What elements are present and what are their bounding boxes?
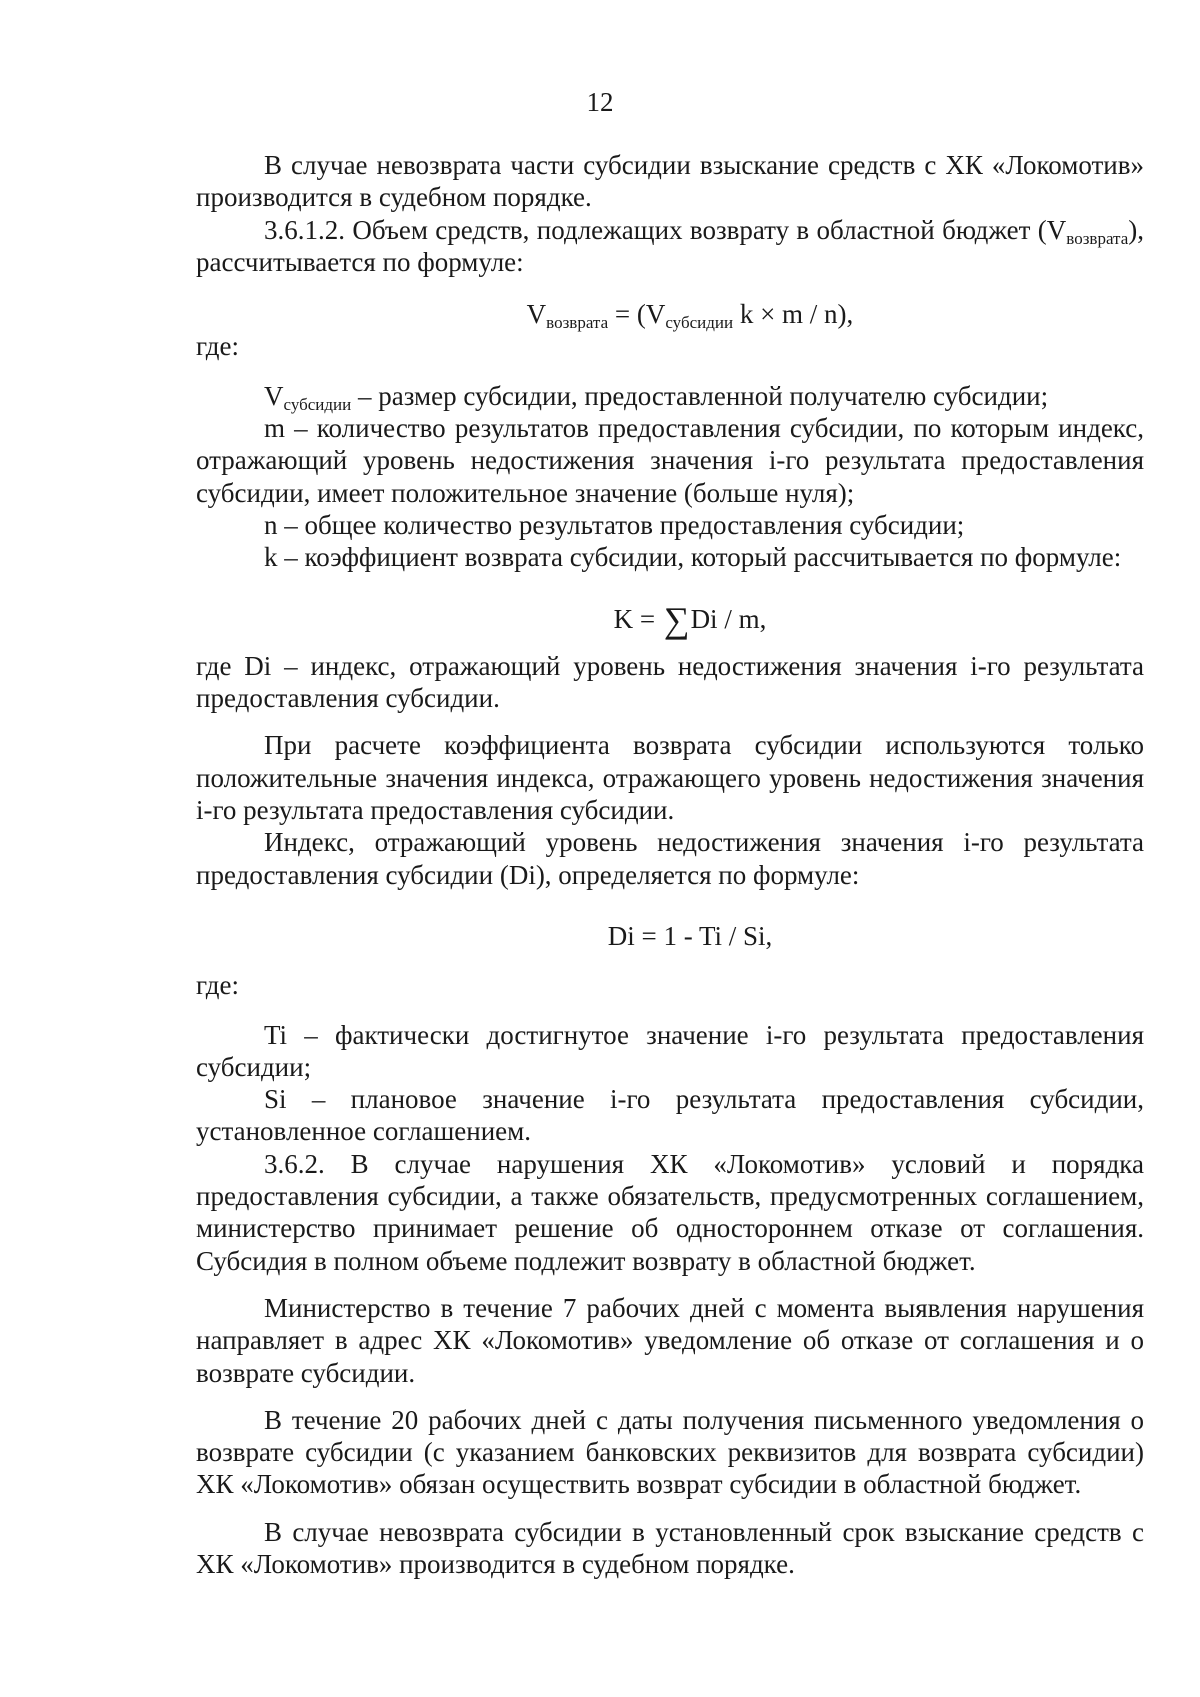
p2-text-end: ), рассчитывается по формуле: [196, 214, 1144, 277]
document-body [196, 149, 1144, 1580]
paragraph-nonreturn-part: В случае невозврата части субсидии взыскание средств с ХК «Локомотив» производится в судебном порядке. [196, 150, 1144, 213]
definition-n: n – общее количество результатов предоставления субсидии; [264, 509, 965, 540]
formula-v-return [196, 298, 1144, 333]
p2-text-start: 3.6.1.2. Объем средств, подлежащих возврату в областной бюджет (V [264, 214, 1067, 245]
where-label-2: где: [196, 970, 239, 1001]
formula2-lhs: K = [613, 603, 662, 634]
definition-m: m – количество результатов предоставления субсидии, по которым индекс, отражающий уровень недостижения значения i-го результата предоставления субсидии, имеет положительное значение (больше нуля); [196, 413, 1144, 508]
paragraph-nonreturn-full: В случае невозврата субсидии в установленный срок взыскание средств с ХК «Локомотив» производится в судебном порядке. [196, 1516, 1144, 1579]
formula1-eq: = (V [608, 299, 666, 330]
paragraph-3-6-2: 3.6.2. В случае нарушения ХК «Локомотив» условий и порядка предоставления субсидии, а также обязательств, предусмотренных соглашением, министерство принимает решение об одностороннем отказе от соглашения. Субсидия в полном объеме подлежит возврату в областной бюджет. [196, 1148, 1144, 1276]
def-v-letter: V [264, 380, 284, 411]
formula2-rhs: Di / m, [690, 603, 767, 634]
formula-di: Di = 1 - Ti / Si, [607, 920, 773, 951]
paragraph-3-6-1-2 [196, 214, 1144, 279]
definition-k: k – коэффициент возврата субсидии, который рассчитывается по формуле: [264, 542, 1122, 573]
formula1-sub-subsidy: субсидии [665, 313, 734, 333]
formula1-tail: k × m / n), [733, 299, 854, 330]
formula-k [196, 599, 1144, 640]
definition-di: где Di – индекс, отражающий уровень недостижения значения i-го результата предоставления субсидии. [196, 650, 1144, 714]
def-v-text: – размер субсидии, предоставленной получателю субсидии; [351, 380, 1049, 411]
page-number: 12 [586, 87, 614, 117]
definition-v-subsidy [196, 380, 1144, 412]
p2-subscript: возврата [1066, 228, 1129, 248]
formula1-sub-return: возврата [546, 313, 609, 333]
paragraph-20-days: В течение 20 рабочих дней с даты получения письменного уведомления о возврате субсидии (с указанием банковских реквизитов для возврата субсидии) ХК «Локомотив» обязан осуществить возврат субсидии в областной бюджет. [196, 1404, 1144, 1500]
definition-si: Si – плановое значение i-го результата предоставления субсидии, установленное соглашением. [196, 1084, 1144, 1147]
definition-ti: Ti – фактически достигнутое значение i-го результата предоставления субсидии; [196, 1019, 1144, 1082]
formula1-v: V [526, 299, 547, 330]
where-label-1: где: [196, 331, 239, 362]
paragraph-index-def: Индекс, отражающий уровень недостижения значения i-го результата предоставления субсидии (Di), определяется по формуле: [196, 827, 1144, 890]
paragraph-ministry-notice: Министерство в течение 7 рабочих дней с момента выявления нарушения направляет в адрес ХК «Локомотив» уведомление об отказе от соглашения и о возврате субсидии. [196, 1292, 1144, 1388]
def-v-subscript: субсидии [283, 394, 352, 414]
paragraph-coefficient-calc: При расчете коэффициента возврата субсидии используются только положительные значения индекса, отражающего уровень недостижения значения i-го результата предоставления субсидии. [196, 730, 1144, 826]
sum-icon: ∑ [663, 599, 690, 640]
